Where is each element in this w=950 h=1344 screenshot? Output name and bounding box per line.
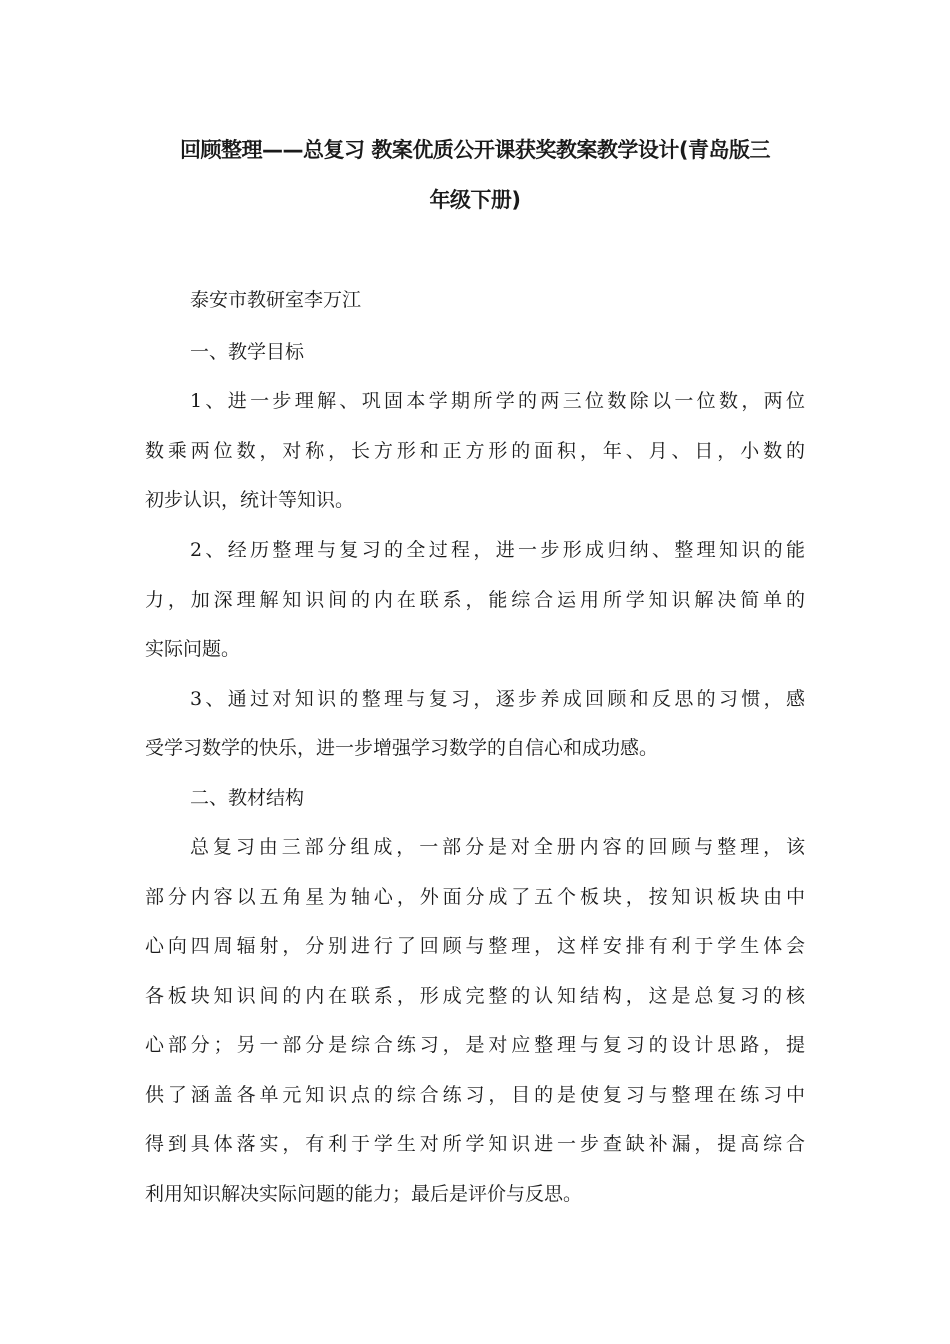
objective-2-line-2: 力，加深理解知识间的内在联系，能综合运用所学知识解决简单的 <box>145 589 805 611</box>
section-heading-structure: 二、教材结构 <box>190 787 305 809</box>
objective-2-line-1: 2、经历整理与复习的全过程，进一步形成归纳、整理知识的能 <box>190 539 805 561</box>
structure-line-7: 得到具体落实，有利于学生对所学知识进一步查缺补漏，提高综合 <box>145 1133 805 1155</box>
document-title-line-1: 回顾整理——总复习 教案优质公开课获奖教案教学设计(青岛版三 <box>180 138 770 162</box>
objective-3-line-2: 受学习数学的快乐，进一步增强学习数学的自信心和成功感。 <box>145 737 659 759</box>
objective-1-line-1: 1、进一步理解、巩固本学期所学的两三位数除以一位数，两位 <box>190 390 805 412</box>
structure-line-8: 利用知识解决实际问题的能力；最后是评价与反思。 <box>145 1183 583 1205</box>
objective-1-line-3: 初步认识，统计等知识。 <box>145 489 355 511</box>
structure-line-3: 心向四周辐射，分别进行了回顾与整理，这样安排有利于学生体会 <box>145 935 805 957</box>
objective-1-line-2: 数乘两位数，对称，长方形和正方形的面积，年、月、日，小数的 <box>145 440 805 462</box>
structure-line-6: 供了涵盖各单元知识点的综合练习，目的是使复习与整理在练习中 <box>145 1084 805 1106</box>
author-line: 泰安市教研室李万江 <box>190 289 362 311</box>
structure-line-2: 部分内容以五角星为轴心，外面分成了五个板块，按知识板块由中 <box>145 886 805 908</box>
structure-line-1: 总复习由三部分组成，一部分是对全册内容的回顾与整理，该 <box>190 836 805 858</box>
document-title-line-2: 年级下册) <box>429 188 521 212</box>
objective-2-line-3: 实际问题。 <box>145 638 241 660</box>
structure-line-5: 心部分；另一部分是综合练习，是对应整理与复习的设计思路，提 <box>145 1034 805 1056</box>
objective-3-line-1: 3、通过对知识的整理与复习，逐步养成回顾和反思的习惯，感 <box>190 688 805 710</box>
section-heading-objectives: 一、教学目标 <box>190 341 305 363</box>
structure-line-4: 各板块知识间的内在联系，形成完整的认知结构，这是总复习的核 <box>145 985 805 1007</box>
